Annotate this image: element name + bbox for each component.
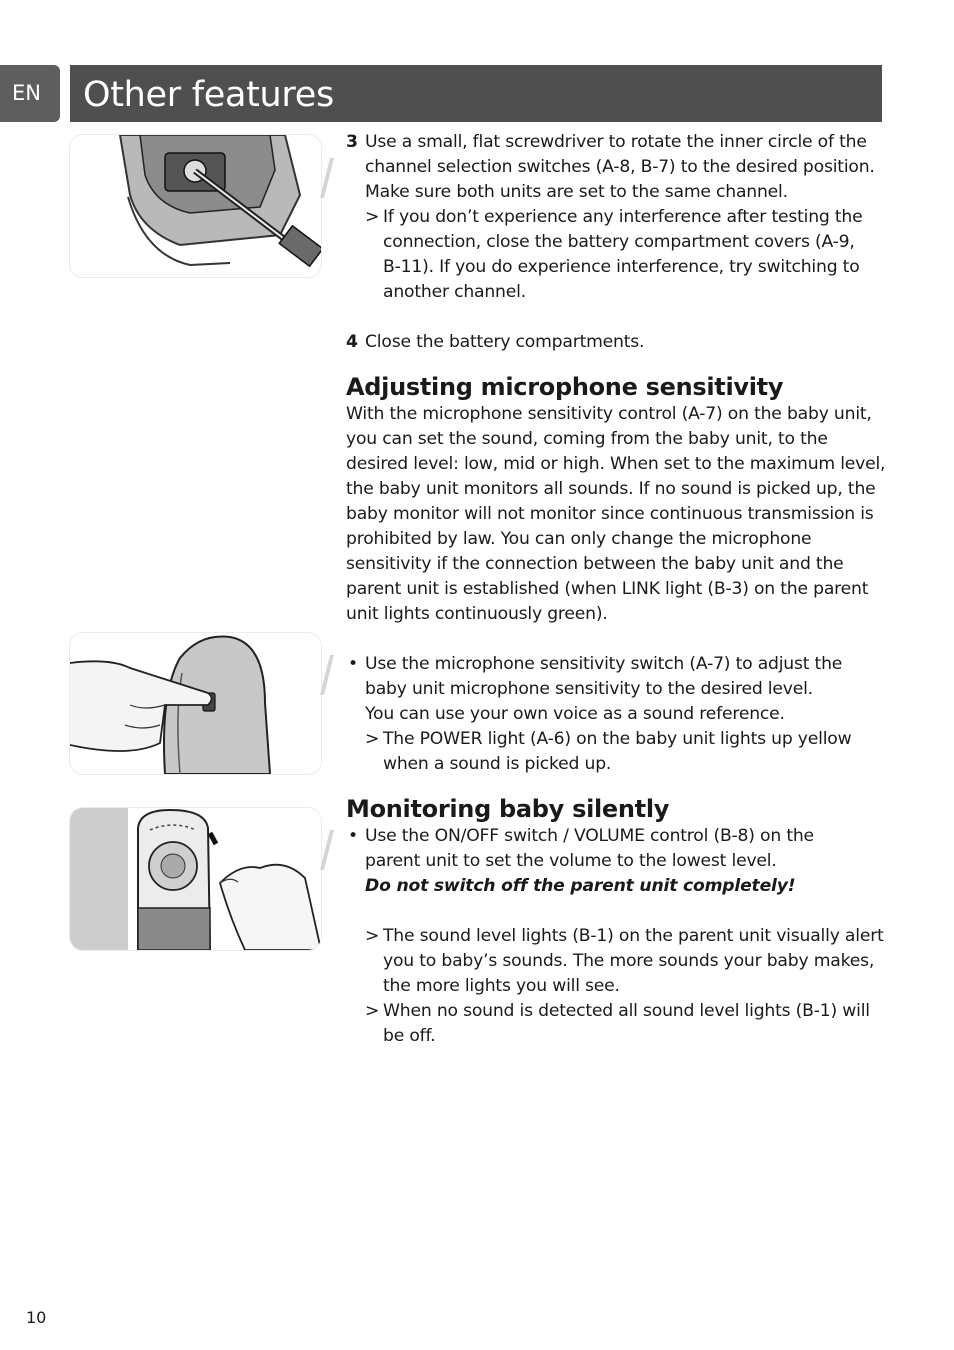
monitoring-result-1 xyxy=(346,924,886,999)
step-line: channel selection switches (A-8, B-7) to the desired position. xyxy=(365,157,875,177)
paragraph-line: prohibited by law. You can only change the microphone xyxy=(346,529,812,549)
result-line: be off. xyxy=(383,1026,436,1046)
bullet-line: You can use your own voice as a sound reference. xyxy=(365,704,785,724)
result-marker: > xyxy=(365,729,380,749)
step-number: 3 xyxy=(346,132,358,152)
bullet-line: Use the ON/OFF switch / VOLUME control (B-8) on the xyxy=(365,826,814,846)
section-heading-monitoring-silently: Monitoring baby silently xyxy=(346,795,670,823)
paragraph-line: baby monitor will not monitor since continuous transmission is xyxy=(346,504,874,524)
step-3-result xyxy=(346,205,886,305)
paragraph-line: sensitivity if the connection between the baby unit and the xyxy=(346,554,844,574)
paragraph-line: parent unit is established (when LINK light (B-3) on the parent xyxy=(346,579,869,599)
result-marker: > xyxy=(365,926,380,946)
baby-unit-sensitivity-switch-illustration xyxy=(69,632,322,775)
result-line: The POWER light (A-6) on the baby unit lights up yellow xyxy=(383,729,852,749)
pointer-marker-icon xyxy=(318,830,334,870)
language-tab: EN xyxy=(0,65,60,122)
step-4 xyxy=(346,330,886,355)
paragraph-line: unit lights continuously green). xyxy=(346,604,608,624)
result-line: you to baby’s sounds. The more sounds your baby makes, xyxy=(383,951,875,971)
result-line: When no sound is detected all sound level lights (B-1) will xyxy=(383,1001,870,1021)
result-line: If you don’t experience any interference after testing the xyxy=(383,207,863,227)
paragraph-line: desired level: low, mid or high. When set to the maximum level, xyxy=(346,454,886,474)
section-paragraph xyxy=(346,402,886,627)
pointer-marker-icon xyxy=(318,655,334,695)
bullet-sensitivity-switch xyxy=(346,652,886,727)
step-line: Close the battery compartments. xyxy=(365,332,645,352)
result-line: connection, close the battery compartment covers (A-9, xyxy=(383,232,855,252)
bullet-marker: • xyxy=(348,654,358,674)
result-line: when a sound is picked up. xyxy=(383,754,612,774)
bullet-marker: • xyxy=(348,826,358,846)
result-line: The sound level lights (B-1) on the parent unit visually alert xyxy=(383,926,884,946)
result-line: the more lights you will see. xyxy=(383,976,620,996)
bullet-line: baby unit microphone sensitivity to the desired level. xyxy=(365,679,813,699)
main-content xyxy=(346,130,886,1049)
bullet-line: parent unit to set the volume to the lowest level. xyxy=(365,851,777,871)
result-marker: > xyxy=(365,1001,380,1021)
result-line: B-11). If you do experience interference, try switching to xyxy=(383,257,860,277)
pointer-marker-icon xyxy=(318,158,334,198)
paragraph-line: With the microphone sensitivity control (A-7) on the baby unit, xyxy=(346,404,872,424)
page-number: 10 xyxy=(26,1308,47,1327)
step-line: Use a small, flat screwdriver to rotate the inner circle of the xyxy=(365,132,867,152)
paragraph-line: you can set the sound, coming from the baby unit, to the xyxy=(346,429,828,449)
bullet-line: Use the microphone sensitivity switch (A-7) to adjust the xyxy=(365,654,843,674)
monitoring-result-2 xyxy=(346,999,886,1049)
section-heading-microphone-sensitivity: Adjusting microphone sensitivity xyxy=(346,373,784,401)
bullet-volume-control xyxy=(346,824,886,874)
result-line: another channel. xyxy=(383,282,526,302)
step-number: 4 xyxy=(346,332,358,352)
sensitivity-result xyxy=(346,727,886,777)
page-title: Other features xyxy=(83,75,334,115)
step-3 xyxy=(346,130,886,205)
warning-text: Do not switch off the parent unit completely! xyxy=(365,876,796,896)
screwdriver-channel-switch-illustration xyxy=(69,134,322,278)
result-marker: > xyxy=(365,207,380,227)
parent-unit-volume-illustration xyxy=(69,807,322,951)
title-bar xyxy=(70,65,882,122)
step-line: Make sure both units are set to the same channel. xyxy=(365,182,788,202)
paragraph-line: the baby unit monitors all sounds. If no sound is picked up, the xyxy=(346,479,876,499)
